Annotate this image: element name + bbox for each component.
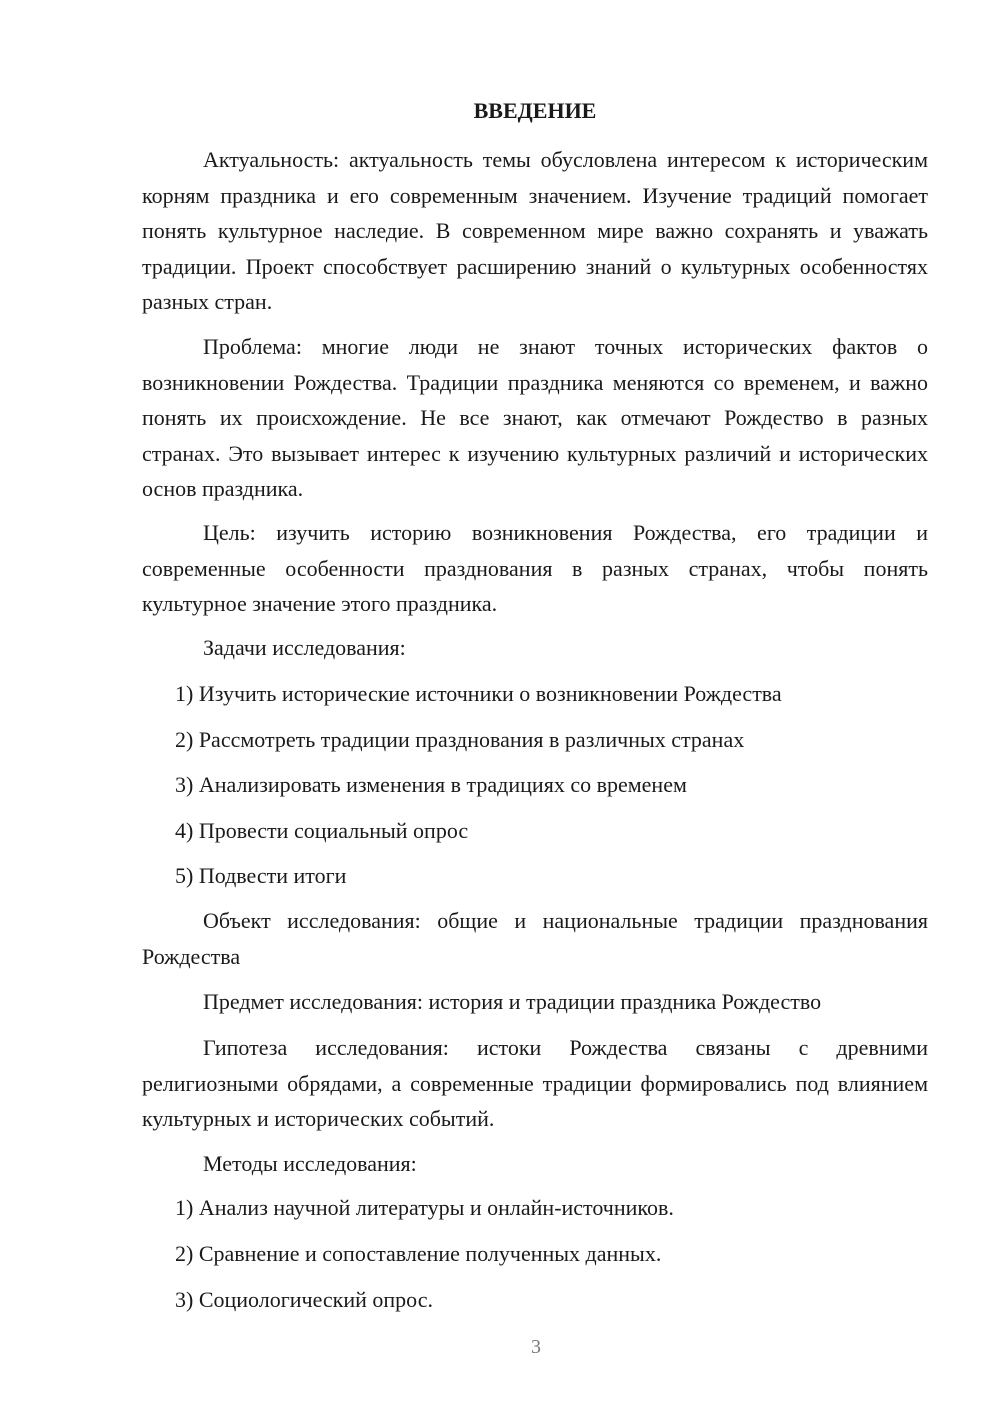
method-item: 1) Анализ научной литературы и онлайн-источников. [175,1195,674,1220]
task-item: 4) Провести социальный опрос [175,818,469,843]
subject-paragraph: Предмет исследования: история и традиции праздника Рождество [203,989,822,1014]
task-item: 5) Подвести итоги [175,863,347,888]
hypothesis-paragraph: Гипотеза исследования: истоки Рождества связаны с древними религиозными обрядами, а современные традиции формировались под влиянием культурных и исторических событий. [142,1035,928,1131]
object-paragraph: Объект исследования: общие и национальные традиции празднования Рождества [142,908,928,969]
method-item: 2) Сравнение и сопоставление полученных данных. [175,1241,662,1266]
page-number: 3 [531,1336,541,1358]
task-item: 3) Анализировать изменения в традициях со временем [175,772,687,797]
task-item: 1) Изучить исторические источники о возникновении Рождества [175,681,782,706]
goal-paragraph: Цель: изучить историю возникновения Рождества, его традиции и современные особенности празднования в разных странах, чтобы понять культурное значение этого праздника. [142,520,928,616]
page-title: ВВЕДЕНИЕ [473,98,597,123]
method-item: 3) Социологический опрос. [175,1287,433,1312]
relevance-paragraph: Актуальность: актуальность темы обусловлена интересом к историческим корням праздника и его современным значением. Изучение традиций помогает понять культурное наследие. В современном мире важно сохранять и уважать традиции. Проект способствует расширению знаний о культурных особенностях разных стран. [142,147,928,314]
methods-heading: Методы исследования: [203,1151,417,1176]
problem-paragraph: Проблема: многие люди не знают точных исторических фактов о возникновении Рождества. Традиции праздника меняются со временем, и важно понять их происхождение. Не все знают, как отмечают Рождество в разных странах. Это вызывает интерес к изучению культурных различий и исторических основ праздника. [142,334,928,501]
task-item: 2) Рассмотреть традиции празднования в различных странах [175,727,745,752]
tasks-heading: Задачи исследования: [203,635,406,660]
